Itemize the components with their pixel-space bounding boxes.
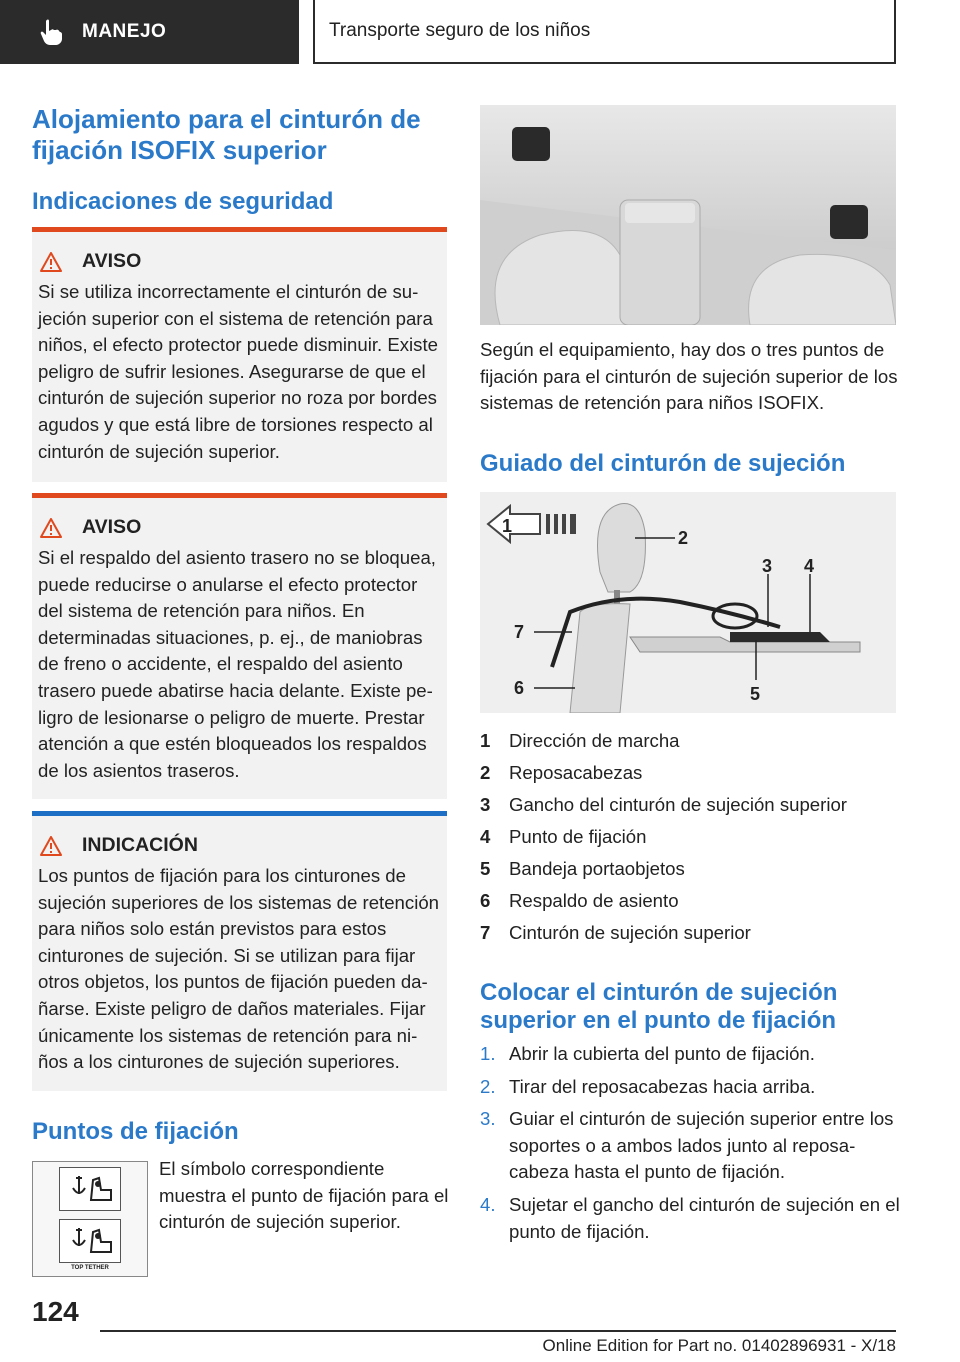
- anchor-points-photo: [480, 105, 896, 325]
- diagram-label: 4: [804, 556, 815, 576]
- step-item: [480, 1074, 900, 1101]
- warning-type: AVISO: [82, 250, 142, 272]
- symbol-caption: TOP TETHER: [71, 1265, 109, 1271]
- warning-box-2: [32, 493, 447, 799]
- legend-item: [480, 853, 900, 885]
- diagram-label: 7: [514, 622, 525, 642]
- step-text: Guiar el cinturón de sujeción superior entre los soportes o a ambos lados junto al reposacabeza hasta el punto de fijación.: [509, 1108, 894, 1183]
- child-seat-top-tether-icon: [59, 1219, 121, 1263]
- notice-text: Los puntos de fijación para los cinturones de sujeción superiores de los sistemas de retención para niños solo están previstos para estos cinturones de sujeción. Si se utilizan para fijar otros objetos, los puntos de fijación pueden dañarse. Existe peligro de daños materiales. Fijar únicamente los sistemas de retención para niños a los cinturones de sujeción superiores.: [38, 865, 440, 1073]
- notice-box: [32, 811, 447, 1091]
- step-num: 1.: [480, 1043, 496, 1064]
- place-heading: Colocar el cinturón de sujeción superior en el punto de fijación: [480, 979, 838, 1034]
- step-text: Sujetar el gancho del cinturón de sujeción en el punto de fijación.: [509, 1193, 900, 1242]
- legend-text: Dirección de marcha: [509, 730, 680, 751]
- warning-triangle-icon: [40, 518, 62, 538]
- legend-text: Bandeja portaobjetos: [509, 858, 685, 879]
- legend-list: [480, 725, 900, 949]
- legend-num: 7: [480, 922, 491, 943]
- child-seat-anchor-icon: [59, 1167, 121, 1211]
- anchor-symbol-box: [32, 1161, 148, 1277]
- chapter-title: Transporte seguro de los niños: [313, 0, 896, 64]
- legend-num: 4: [480, 826, 491, 847]
- step-num: 3.: [480, 1108, 496, 1130]
- step-num: 2.: [480, 1075, 496, 1097]
- anchor-text: El símbolo correspondiente muestra el punto de fijación para el cinturón de sujeción superior.: [159, 1158, 449, 1233]
- step-text: Tirar del reposacabezas hacia arriba.: [509, 1075, 816, 1097]
- diagram-label: 2: [678, 528, 689, 548]
- legend-num: 6: [480, 890, 491, 911]
- warning-text: Si el respaldo del asiento trasero no se bloquea, puede reducirse o anularse el efecto protector del sistema de retención para niños. En determinadas situaciones, p. ej., de maniobras de freno o accidente, el respaldo del asiento trasero puede abatirse hacia delante. Existe peligro de lesionarse o peligro de muerte. Prestar atención a que estén bloqueados los respaldos de los asientos traseros.: [38, 547, 436, 781]
- footer-edition: Online Edition for Part no. 01402896931 - X/18: [542, 1336, 896, 1355]
- warning-type: AVISO: [82, 516, 142, 538]
- legend-num: 5: [480, 858, 491, 879]
- guide-heading: Guiado del cinturón de sujeción: [480, 450, 846, 477]
- legend-item: [480, 789, 900, 821]
- diagram-label: 1: [502, 516, 513, 536]
- step-item: [480, 1041, 900, 1068]
- section-tab: [0, 0, 299, 64]
- legend-item: [480, 917, 900, 949]
- legend-text: Punto de fijación: [509, 826, 647, 847]
- section-label: MANEJO: [82, 21, 167, 42]
- steps-list: [480, 1041, 900, 1251]
- step-num: 4.: [480, 1193, 496, 1215]
- diagram-label: 3: [762, 556, 773, 576]
- legend-text: Respaldo de asiento: [509, 890, 679, 911]
- legend-item: [480, 757, 900, 789]
- notice-type: INDICACIÓN: [82, 834, 198, 856]
- warning-triangle-icon: [40, 252, 62, 272]
- legend-num: 3: [480, 794, 491, 815]
- warning-box-1: [32, 227, 447, 482]
- notice-triangle-icon: [40, 836, 62, 856]
- legend-num: 1: [480, 730, 491, 751]
- legend-text: Gancho del cinturón de sujeción superior: [509, 794, 847, 815]
- legend-text: Cinturón de sujeción superior: [509, 922, 751, 943]
- hand-icon: [40, 19, 62, 45]
- page-title: Alojamiento para el cinturón de fijación ISOFIX superior: [32, 104, 421, 165]
- step-item: [480, 1106, 900, 1186]
- page-number: 124: [32, 1296, 79, 1327]
- belt-guide-diagram: [480, 492, 896, 713]
- warning-text: Si se utiliza incorrectamente el cinturón de sujeción superior con el sistema de retención para niños, el efecto protector puede disminuir. Existe peligro de sufrir lesiones. Asegurarse de que el cinturón de sujeción superior no roza por bordes agudos y que está libre de torsiones respecto al cinturón de sujeción superior.: [38, 281, 438, 462]
- safety-heading: Indicaciones de seguridad: [32, 188, 334, 215]
- legend-item: [480, 821, 900, 853]
- step-text: Abrir la cubierta del punto de fijación.: [509, 1043, 815, 1064]
- legend-text: Reposacabezas: [509, 762, 643, 783]
- step-item: [480, 1192, 900, 1245]
- footer-divider: [100, 1330, 896, 1332]
- diagram-label: 6: [514, 678, 525, 698]
- anchor-heading: Puntos de fijación: [32, 1118, 239, 1145]
- legend-item: [480, 725, 900, 757]
- legend-num: 2: [480, 762, 491, 783]
- intro-text: Según el equipamiento, hay dos o tres puntos de fijación para el cinturón de sujeción superior de los sistemas de retención para niños ISOFIX.: [480, 339, 898, 414]
- legend-item: [480, 885, 900, 917]
- diagram-label: 5: [750, 684, 761, 704]
